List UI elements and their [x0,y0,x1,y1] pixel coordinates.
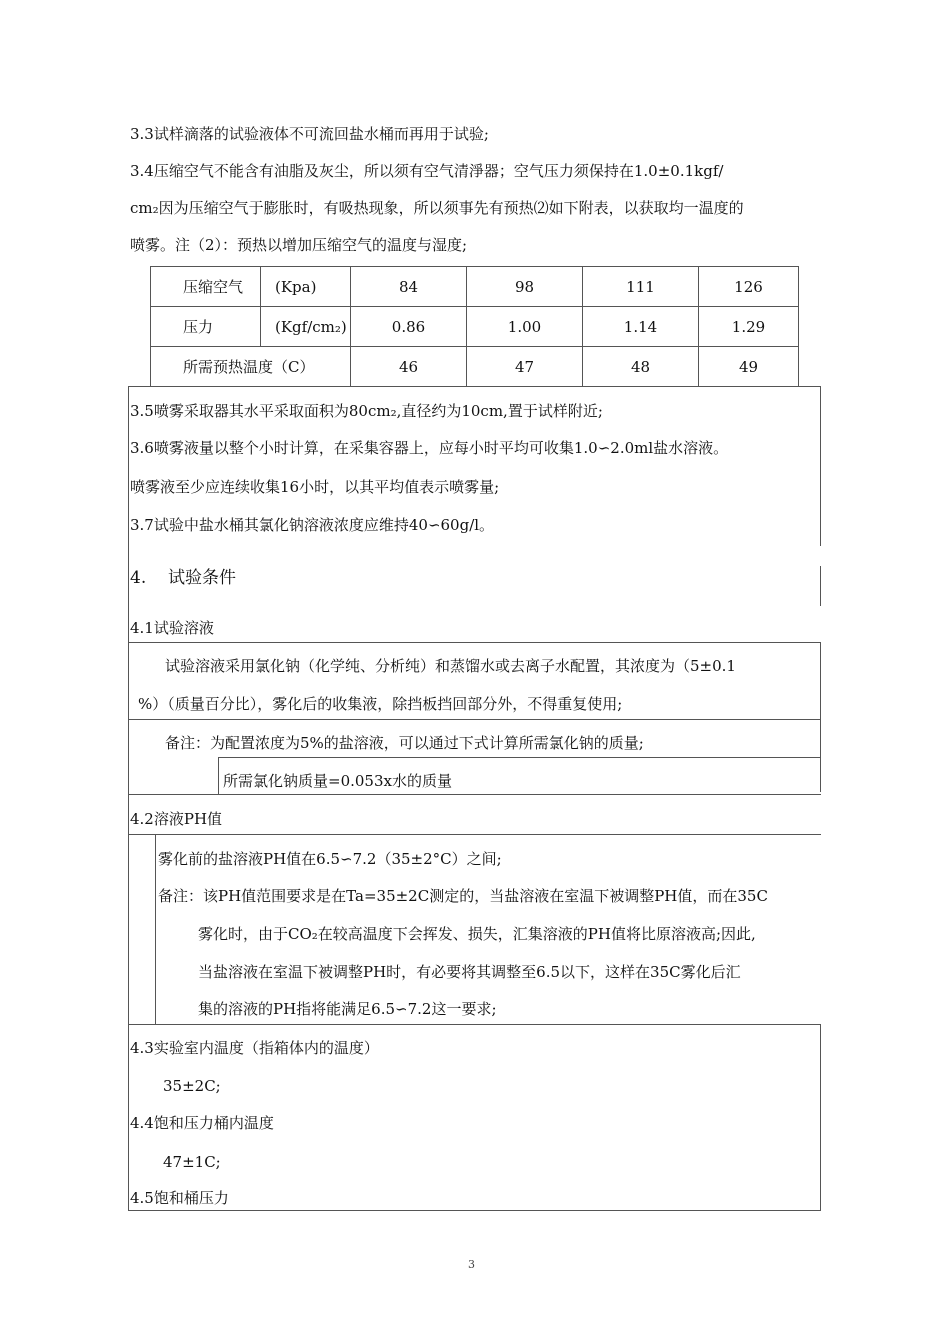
divider [820,642,821,792]
divider [820,1024,821,1211]
para-3-6-line1: 3.6喷雾液量以整个小时计算，在采集容器上，应每小时平均可收集1.0∽2.0ml盐水溶液。 [130,439,729,457]
value-4-4: 47±1C; [163,1153,221,1171]
table-cell: 46 [351,347,467,387]
heading-4-3: 4.3实验室内温度（指箱体内的温度） [130,1039,379,1057]
formula: 所需氯化钠质量=0.053x水的质量 [223,772,452,790]
heading-4-1: 4.1试验溶液 [130,619,214,637]
divider [128,794,821,795]
table-row-label: 压力 [151,307,261,347]
para-4-2-note-line2: 雾化时，由于CO₂在较高温度下会挥发、损失，汇集溶液的PH值将比原溶液高;因此, [198,925,756,943]
para-4-2-note-line1: 备注：该PH值范围要求是在Ta=35±2C测定的，当盐溶液在室温下被调整PH值，而在35C [158,887,768,905]
table-cell: 48 [583,347,699,387]
table-cell: 0.86 [351,307,467,347]
table-row-label: 所需预热温度（C） [151,347,351,387]
divider [218,757,219,794]
para-3-4-line1: 3.4压缩空气不能含有油脂及灰尘，所以须有空气清淨器；空气压力须保持在1.0±0.1kgf/ [130,162,724,180]
para-4-1-line1: 试验溶液采用氯化钠（化学纯、分析纯）和蒸馏水或去离子水配置，其浓度为（5±0.1 [165,657,736,675]
table-row-unit: (Kgf/cm₂) [261,307,351,347]
table-row [151,267,799,307]
table-cell: 1.14 [583,307,699,347]
table-cell: 1.00 [467,307,583,347]
divider [128,1210,821,1211]
table-row-unit: (Kpa) [261,267,351,307]
para-3-6-line2: 喷雾液至少应连续收集16小时，以其平均值表示喷雾量; [130,478,500,496]
para-3-4-line3: 喷雾。注（2）：预热以增加压缩空气的温度与湿度; [130,236,468,254]
table-cell: 98 [467,267,583,307]
para-4-1-line2: %）（质量百分比），雾化后的收集液，除挡板挡回部分外，不得重复使用; [138,695,623,713]
table-cell: 1.29 [699,307,799,347]
divider [128,386,821,387]
table-cell: 84 [351,267,467,307]
divider [128,719,821,720]
table-cell: 49 [699,347,799,387]
divider [820,566,821,606]
heading-4-5: 4.5饱和桶压力 [130,1189,229,1207]
para-3-5: 3.5喷雾采取器其水平采取面积为80cm₂,直径约为10cm,置于试样附近; [130,402,603,420]
divider [128,642,821,643]
divider [820,386,821,546]
section-number: 4. [130,568,147,588]
table-cell: 111 [583,267,699,307]
table-cell: 126 [699,267,799,307]
heading-4-4: 4.4饱和压力桶内温度 [130,1114,274,1132]
page-number: 3 [468,1258,475,1271]
value-4-3: 35±2C; [163,1077,221,1095]
table-row [151,307,799,347]
para-3-3: 3.3试样滴落的试验液体不可流回盐水桶而再用于试验; [130,125,489,143]
table-row [151,347,799,387]
table-cell: 47 [467,347,583,387]
heading-4-2: 4.2溶液PH值 [130,810,223,828]
divider [128,834,821,835]
pressure-table [150,266,799,387]
para-4-2-note-line4: 集的溶液的PH指将能满足6.5∽7.2这一要求; [198,1000,497,1018]
divider [218,757,821,758]
para-4-1-note: 备注：为配置浓度为5%的盐溶液，可以通过下式计算所需氯化钠的质量; [165,734,644,752]
para-3-4-line2: cm₂因为压缩空气于膨胀时，有吸热现象，所以须事先有预热⑵如下附表，以获取均一温度的 [130,199,744,217]
divider [128,386,129,1211]
divider [128,1024,821,1025]
divider [155,834,156,1024]
table-row-label: 压缩空气 [151,267,261,307]
para-4-2-line1: 雾化前的盐溶液PH值在6.5∽7.2（35±2°C）之间; [158,850,502,868]
para-3-7: 3.7试验中盐水桶其氯化钠溶液浓度应维持40∽60g/l。 [130,516,495,534]
para-4-2-note-line3: 当盐溶液在室温下被调整PH时，有必要将其调整至6.5以下，这样在35C雾化后汇 [198,963,741,981]
section-title: 试验条件 [168,568,236,588]
